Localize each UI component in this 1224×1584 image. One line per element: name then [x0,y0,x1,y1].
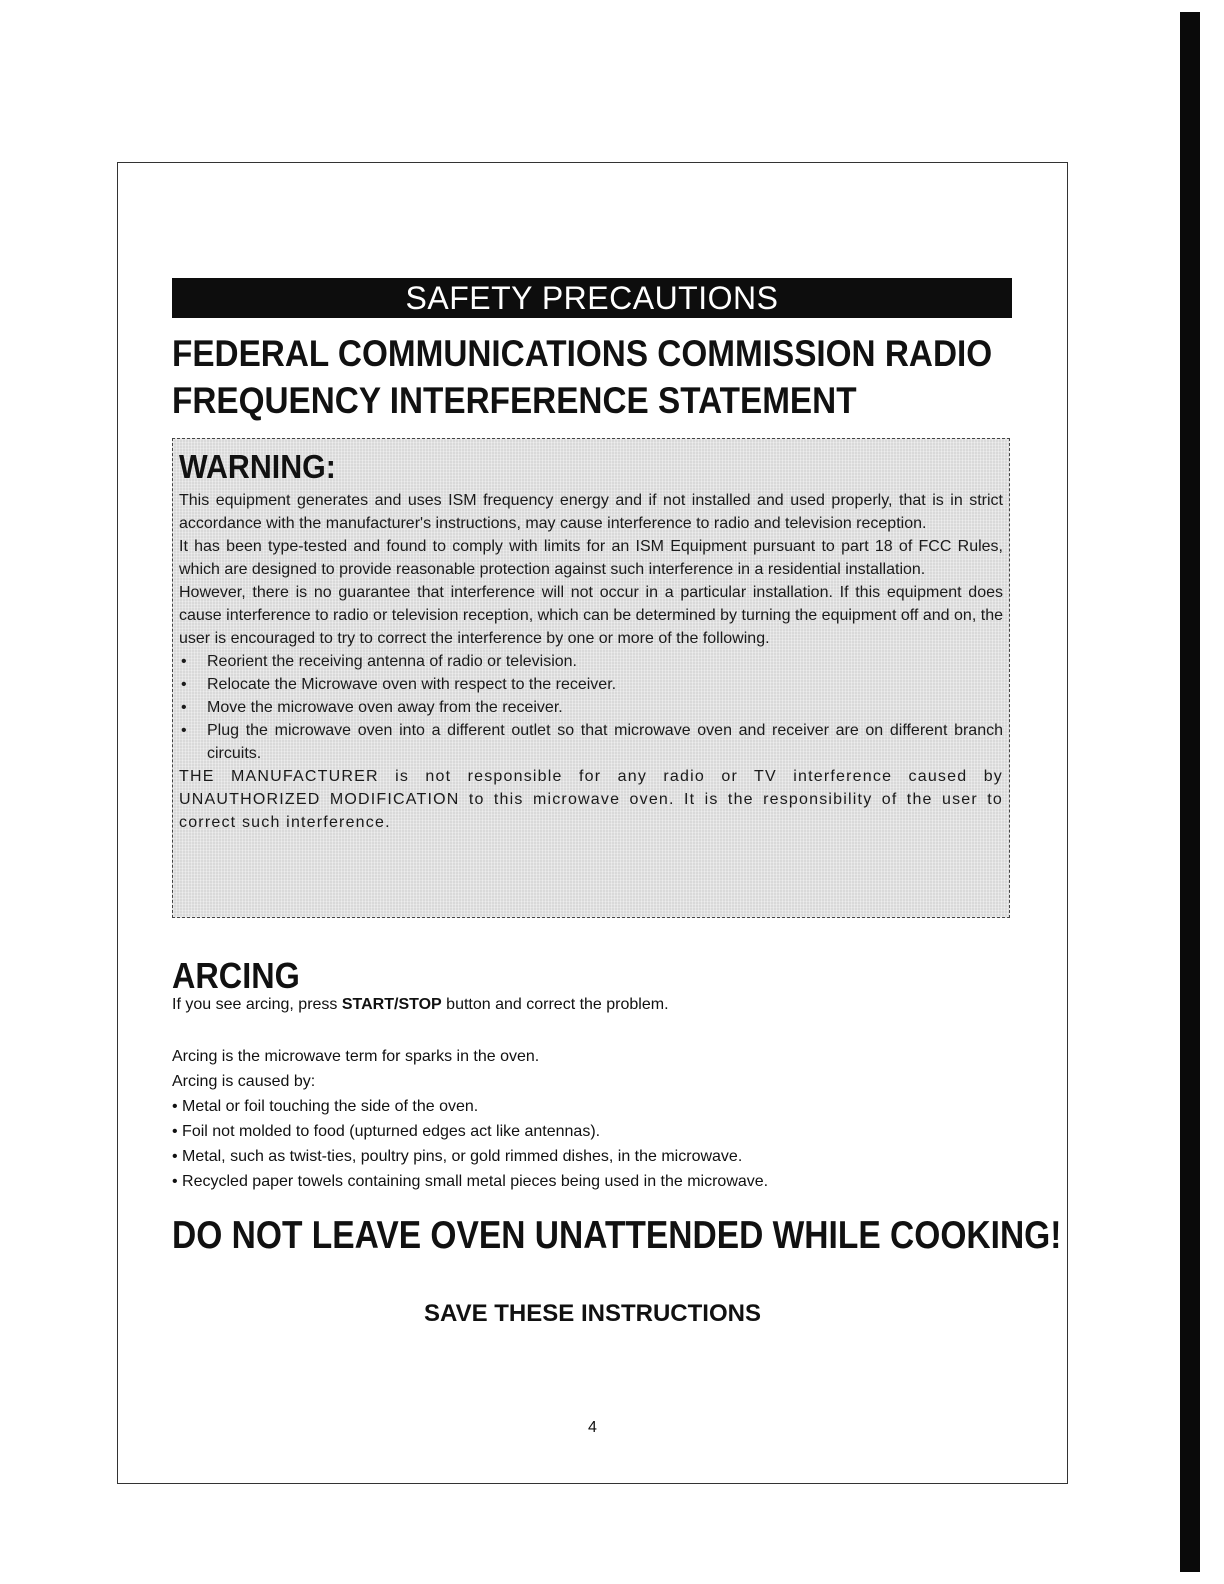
warning-bullet-item [179,696,1003,719]
arcing-definition: Arcing is the microwave term for sparks in the oven. [172,1048,540,1065]
arcing-cause-list [172,1094,768,1194]
warning-paragraph: It has been type-tested and found to comply with limits for an ISM Equipment pursuant to part 18 of FCC Rules, which are designed to provide reasonable protection against such interference in a residential installation. [179,538,1003,578]
warning-bullet-text: Reorient the receiving antenna of radio or television. [207,653,577,670]
arcing-cause-item: • Foil not molded to food (upturned edges act like antennas). [172,1123,601,1140]
unattended-warning: DO NOT LEAVE OVEN UNATTENDED WHILE COOKING! [172,1214,1062,1257]
warning-bullet-text: Move the microwave oven away from the receiver. [207,699,563,716]
arcing-cause-item: • Metal or foil touching the side of the oven. [172,1098,479,1115]
arcing-intro [172,994,669,1016]
warning-bullet-item [179,719,1003,765]
warning-bullet-item [179,650,1003,673]
save-instructions: SAVE THESE INSTRUCTIONS [424,1300,761,1327]
page-number: 4 [588,1419,597,1436]
warning-bullet-item [179,673,1003,696]
start-stop-label: START/STOP [341,996,442,1013]
warning-bullet-text: Relocate the Microwave oven with respect to the receiver. [207,676,617,693]
arcing-cause-item: • Metal, such as twist-ties, poultry pins, or gold rimmed dishes, in the microwave. [172,1148,743,1165]
bullet-glyph: • [181,699,187,716]
bullet-glyph: • [181,722,187,739]
arcing-caused-by: Arcing is caused by: [172,1073,316,1090]
warning-bullet-text: Plug the microwave oven into a different outlet so that microwave oven and receiver are on different branch circuits. [207,722,1003,762]
arcing-heading: ARCING [172,955,300,996]
arcing-intro-text: If you see arcing, press [172,996,342,1013]
warning-heading: WARNING: [179,448,336,485]
arcing-intro-text: button and correct the problem. [441,996,669,1013]
fcc-title-line-2: FREQUENCY INTERFERENCE STATEMENT [172,380,857,421]
warning-bullet-list [179,650,1003,765]
fcc-title-line-1: FEDERAL COMMUNICATIONS COMMISSION RADIO [172,333,993,374]
safety-precautions-banner: SAFETY PRECAUTIONS [172,278,1012,318]
arcing-details [172,1044,768,1194]
manufacturer-disclaimer: THE MANUFACTURER is not responsible for any radio or TV interference caused by UNAUTHORIZED MODIFICATION to this microwave oven. It is the responsibility of the user to correct such interference. [179,768,1003,831]
warning-box [172,438,1010,918]
scan-edge-bar [1180,12,1200,1572]
bullet-glyph: • [181,653,187,670]
fcc-statement-title [172,330,993,424]
arcing-cause-item: • Recycled paper towels containing small metal pieces being used in the microwave. [172,1173,769,1190]
warning-paragraph: This equipment generates and uses ISM frequency energy and if not installed and used properly, that is in strict accordance with the manufacturer's instructions, may cause interference to radio and television reception. [179,492,1003,532]
warning-paragraph: However, there is no guarantee that interference will not occur in a particular installation. If this equipment does cause interference to radio or television reception, which can be determined by turning the equipment off and on, the user is encouraged to try to correct the interference by one or more of the following. [179,584,1003,647]
bullet-glyph: • [181,676,187,693]
